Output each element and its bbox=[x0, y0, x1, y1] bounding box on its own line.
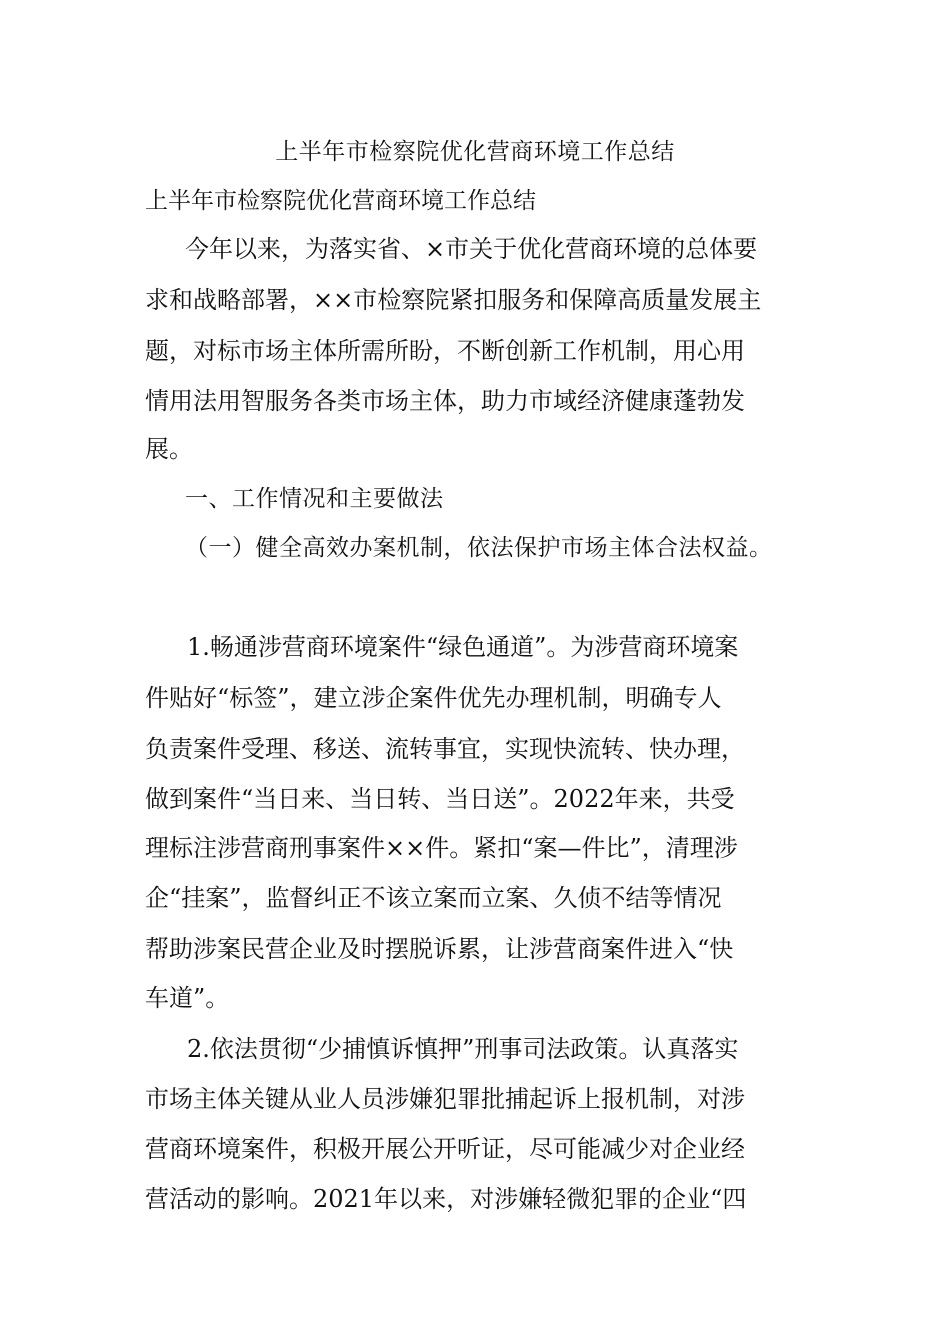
intro-line: 情用法用智服务各类市场主体，助力市域经济健康蓬勃发 bbox=[145, 387, 745, 415]
item2-line: 营商环境案件，积极开展公开听证，尽可能减少对企业经 bbox=[145, 1135, 745, 1163]
intro-line: 求和战略部署，××市检察院紧扣服务和保障高质量发展主 bbox=[145, 286, 762, 314]
document-title: 上半年市检察院优化营商环境工作总结 bbox=[275, 139, 675, 165]
intro-line: 今年以来，为落实省、×市关于优化营商环境的总体要 bbox=[185, 235, 758, 263]
item1-line: 1.畅通涉营商环境案件“绿色通道”。为涉营商环境案 bbox=[187, 633, 739, 661]
item1-line: 做到案件“当日来、当日转、当日送”。2022年来，共受 bbox=[145, 785, 735, 813]
subsection-heading: （一）健全高效办案机制，依法保护市场主体合法权益。 bbox=[185, 535, 773, 561]
intro-line: 题，对标市场主体所需所盼，不断创新工作机制，用心用 bbox=[145, 337, 745, 365]
item1-line: 帮助涉案民营企业及时摆脱诉累，让涉营商案件进入“快 bbox=[145, 935, 734, 963]
document-subtitle: 上半年市检察院优化营商环境工作总结 bbox=[145, 188, 536, 214]
item2-line: 2.依法贯彻“少捕慎诉慎押”刑事司法政策。认真落实 bbox=[187, 1035, 739, 1063]
item2-line: 市场主体关键从业人员涉嫌犯罪批捕起诉上报机制，对涉 bbox=[145, 1085, 745, 1113]
intro-line: 展。 bbox=[145, 435, 193, 463]
item1-line: 企“挂案”，监督纠正不该立案而立案、久侦不结等情况 bbox=[145, 884, 722, 912]
item1-line: 车道”。 bbox=[145, 984, 230, 1012]
item2-line: 营活动的影响。2021年以来，对涉嫌轻微犯罪的企业“四 bbox=[145, 1185, 747, 1213]
item1-line: 理标注涉营商刑事案件××件。紧扣“案—件比”，清理涉 bbox=[145, 834, 738, 862]
section-heading: 一、工作情况和主要做法 bbox=[185, 486, 444, 512]
item1-line: 负责案件受理、移送、流转事宜，实现快流转、快办理， bbox=[145, 735, 745, 763]
item1-line: 件贴好“标签”，建立涉企案件优先办理机制，明确专人 bbox=[145, 684, 722, 712]
